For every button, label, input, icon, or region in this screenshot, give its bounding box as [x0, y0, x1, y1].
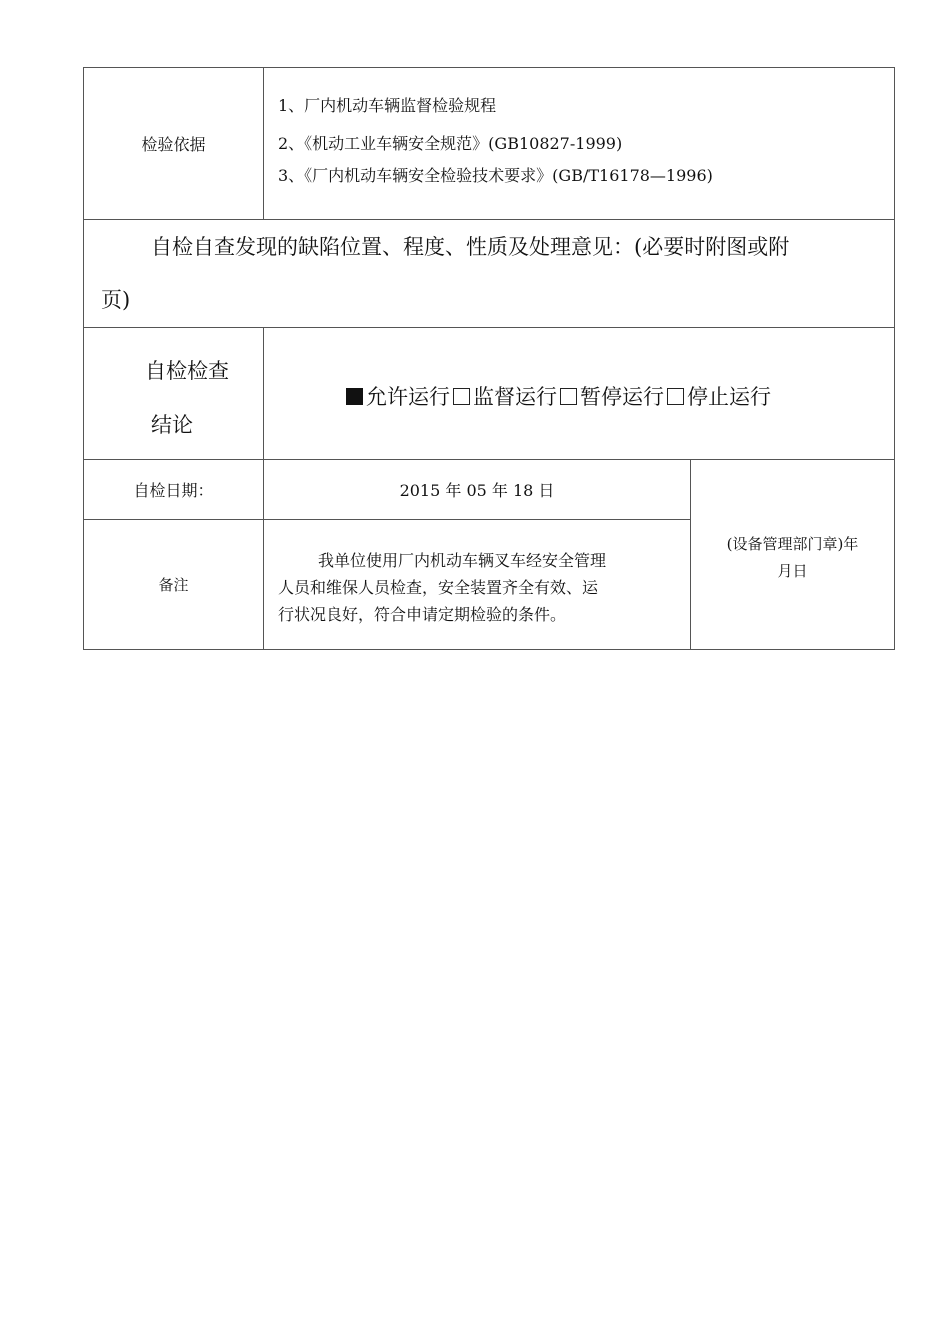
basis-item: 1、厂内机动车辆监督检验规程 — [278, 96, 497, 115]
option-label: 监督运行 — [473, 385, 557, 409]
option-suspend[interactable] — [558, 385, 664, 409]
remarks-text: 我单位使用厂内机动车辆叉车经安全管理 — [318, 551, 607, 570]
unchecked-box-icon — [453, 388, 470, 405]
table-divider — [83, 219, 895, 220]
basis-item: 2、《机动工业车辆安全规范》(GB10827-1999) — [278, 134, 623, 153]
unchecked-box-icon — [667, 388, 684, 405]
date-label: 自检日期： — [133, 481, 214, 500]
option-label: 停止运行 — [687, 385, 771, 409]
conclusion-label-continued: 结论 — [151, 413, 193, 437]
defects-heading: 自检自查发现的缺陷位置、程度、性质及处理意见：(必要时附图或附 — [151, 235, 790, 259]
unchecked-box-icon — [560, 388, 577, 405]
checked-box-icon — [346, 388, 363, 405]
option-label: 暂停运行 — [580, 385, 664, 409]
option-stop[interactable] — [665, 385, 771, 409]
defects-heading-continued: 页) — [101, 288, 131, 312]
remarks-text-continued: 人员和维保人员检查，安全装置齐全有效、运 — [278, 578, 599, 597]
basis-label: 检验依据 — [141, 135, 206, 154]
table-divider — [83, 327, 895, 328]
table-border-right — [894, 67, 895, 650]
conclusion-label: 自检检查 — [145, 359, 229, 383]
conclusion-options — [344, 381, 772, 411]
table-border-bottom — [83, 649, 895, 650]
basis-item: 3、《厂内机动车辆安全检验技术要求》(GB/T16178—1996) — [278, 166, 713, 185]
option-allow[interactable] — [344, 385, 450, 409]
option-label: 允许运行 — [366, 385, 450, 409]
date-value: 2015 年 05 年 18 日 — [399, 481, 555, 500]
remarks-label: 备注 — [158, 576, 189, 594]
stamp-date-line: 月日 — [777, 562, 808, 580]
table-divider — [263, 67, 264, 220]
stamp-line: (设备管理部门章)年 — [726, 535, 859, 553]
table-divider — [690, 459, 691, 650]
option-supervise[interactable] — [451, 385, 557, 409]
remarks-text-continued: 行状况良好，符合申请定期检验的条件。 — [278, 605, 567, 624]
